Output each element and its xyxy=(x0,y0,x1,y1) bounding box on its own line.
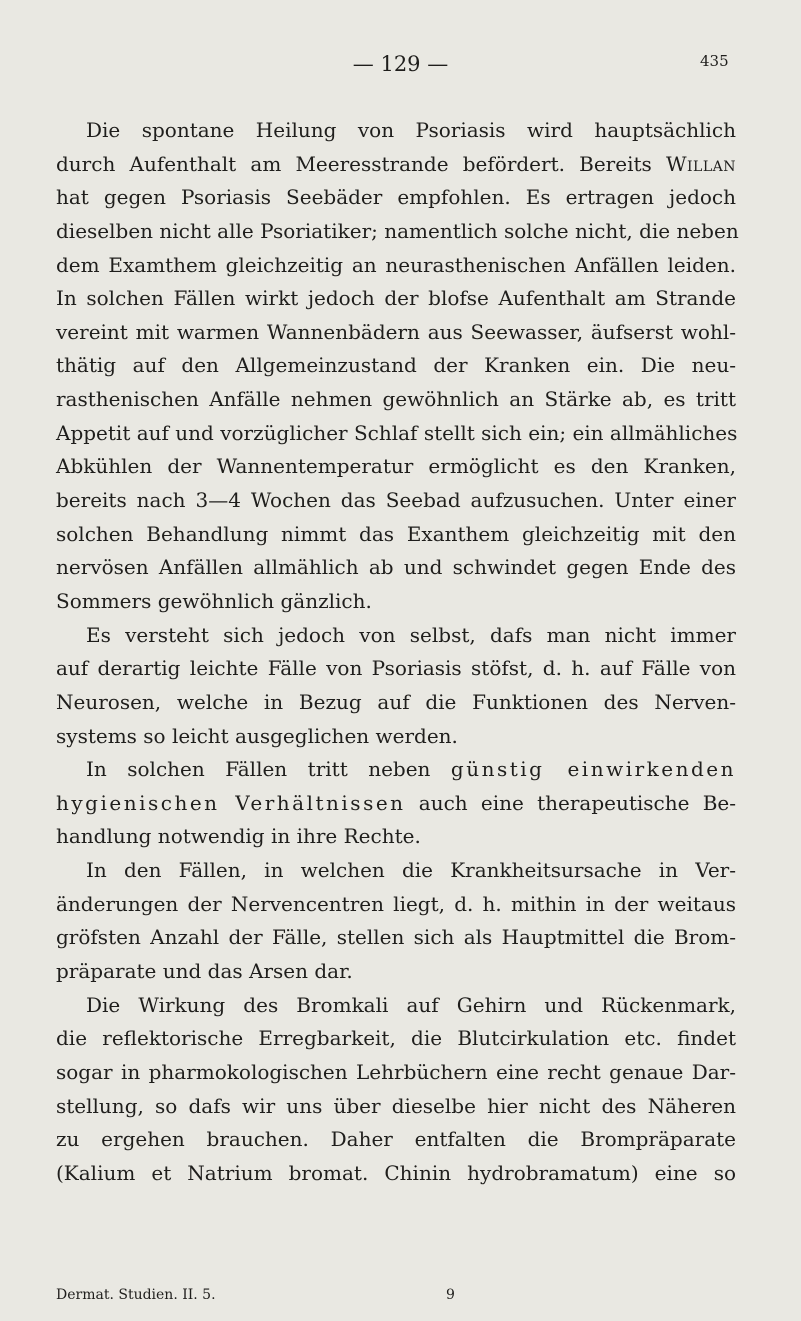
text-line: In solchen Fällen wirkt jedoch der blofse Aufenthalt am Strande xyxy=(56,286,736,311)
author-name: Willan xyxy=(665,151,737,176)
text-line: (Kalium et Natrium bromat. Chinin hydrobramatum) eine so xyxy=(56,1160,736,1185)
text-line: handlung notwendig in ihre Rechte. xyxy=(56,824,421,849)
text-line: Sommers gewöhnlich gänzlich. xyxy=(56,588,372,613)
text-line-part: auch eine therapeutische Be- xyxy=(418,790,736,815)
text-line: gröfsten Anzahl der Fälle, stellen sich als Hauptmittel die Brom- xyxy=(56,925,736,950)
page-number: — 129 — xyxy=(352,52,449,76)
text-line: In den Fällen, in welchen die Krankheitsursache in Ver- xyxy=(86,858,736,883)
text-line: Abkühlen der Wannentemperatur ermöglicht es den Kranken, xyxy=(56,454,736,479)
text-line: vereint mit warmen Wannenbädern aus Seewasser, äufserst wohl- xyxy=(56,319,736,344)
text-line xyxy=(56,753,736,787)
text-line: Neurosen, welche in Bezug auf die Funktionen des Nerven- xyxy=(56,689,736,714)
text-line: bereits nach 3—4 Wochen das Seebad aufzusuchen. Unter einer xyxy=(56,488,736,513)
journal-reference: Dermat. Studien. II. 5. xyxy=(56,1287,216,1303)
text-line: rasthenischen Anfälle nehmen gewöhnlich an Stärke ab, es tritt xyxy=(56,387,736,412)
body-text xyxy=(56,114,739,1191)
text-line: solchen Behandlung nimmt das Exanthem gleichzeitig mit den xyxy=(56,521,736,546)
text-line: Die Wirkung des Bromkali auf Gehirn und Rückenmark, xyxy=(86,992,736,1017)
text-line: stellung, so dafs wir uns über dieselbe hier nicht des Näheren xyxy=(56,1093,736,1118)
text-line: dem Examthem gleichzeitig an neurasthenischen Anfällen leiden. xyxy=(56,252,736,277)
text-line xyxy=(56,787,736,821)
text-line: die reflektorische Erregbarkeit, die Blutcirkulation etc. findet xyxy=(56,1026,736,1051)
text-line: Es versteht sich jedoch von selbst, dafs man nicht immer xyxy=(86,622,736,647)
text-line: Appetit auf und vorzüglicher Schlaf stellt sich ein; ein allmähliches xyxy=(56,420,738,445)
emphasized-text: günstig einwirkenden xyxy=(450,757,737,782)
text-line: auf derartig leichte Fälle von Psoriasis stöfst, d. h. auf Fälle von xyxy=(56,656,736,681)
text-line xyxy=(56,148,736,182)
text-line: dieselben nicht alle Psoriatiker; namentlich solche nicht, die neben xyxy=(56,218,739,243)
text-line: systems so leicht ausgeglichen werden. xyxy=(56,723,458,748)
text-line: sogar in pharmokologischen Lehrbüchern eine recht genaue Dar- xyxy=(56,1059,736,1084)
text-line: thätig auf den Allgemeinzustand der Kranken ein. Die neu- xyxy=(56,353,736,378)
text-line-part: In solchen Fällen tritt neben xyxy=(86,757,431,782)
text-line: zu ergehen brauchen. Daher entfalten die Brompräparate xyxy=(56,1127,736,1152)
text-line: Die spontane Heilung von Psoriasis wird hauptsächlich xyxy=(86,118,736,142)
text-line: nervösen Anfällen allmählich ab und schwindet gegen Ende des xyxy=(56,555,736,580)
emphasized-text: hygienischen Verhältnissen xyxy=(56,790,406,815)
text-line: änderungen der Nervencentren liegt, d. h. mithin in der weitaus xyxy=(56,891,736,916)
corner-page-number: 435 xyxy=(700,52,729,70)
text-line: hat gegen Psoriasis Seebäder empfohlen. Es ertragen jedoch xyxy=(56,185,736,210)
signature-mark: 9 xyxy=(446,1287,455,1303)
text-line: präparate und das Arsen dar. xyxy=(56,959,353,984)
text-line-part: durch Aufenthalt am Meeresstrande befördert. Bereits xyxy=(56,151,652,176)
